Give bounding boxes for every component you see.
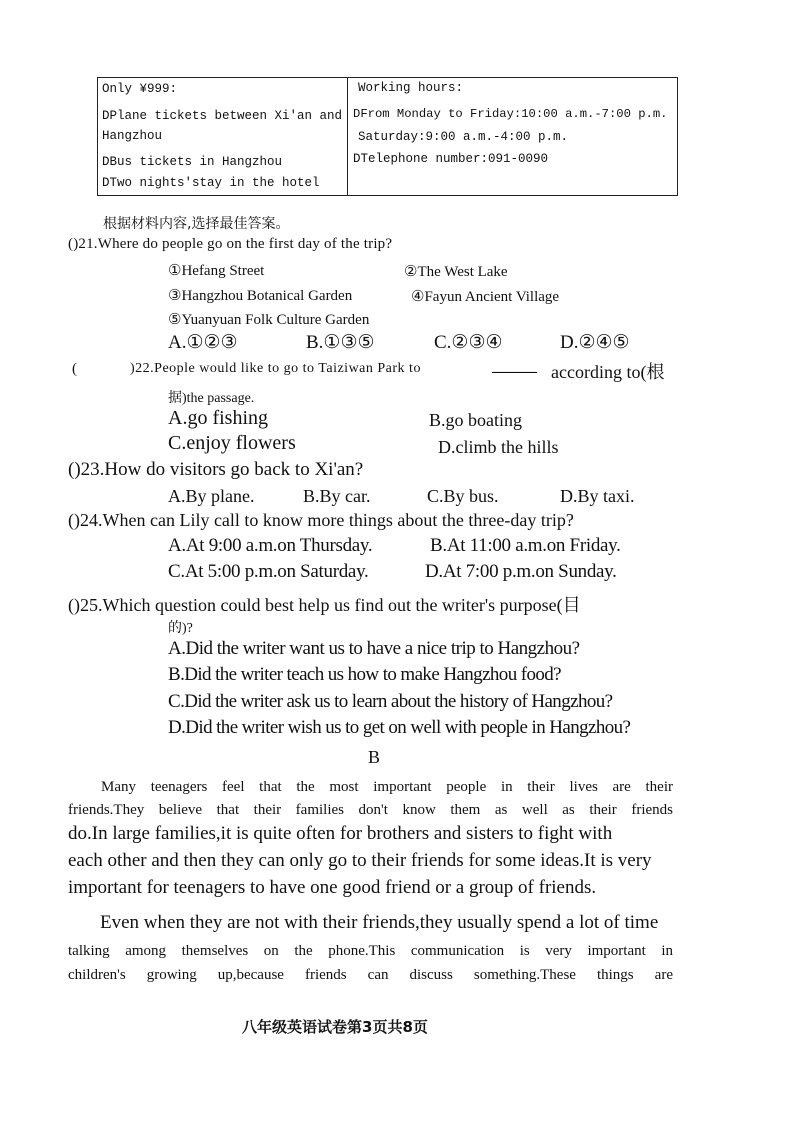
telephone-line: DTelephone number:091-0090 bbox=[353, 152, 549, 166]
q22-stem: )22.People would like to go to Taiziwan Park to bbox=[130, 361, 421, 376]
passage-line-4: each other and then they can only go to their friends for some ideas.It is very bbox=[68, 850, 652, 871]
q23-stem: ()23.How do visitors go back to Xi'an? bbox=[68, 459, 364, 480]
q21-option-c: C.②③④ bbox=[434, 332, 503, 353]
passage-line-7: talking among themselves on the phone.This communication is very important in bbox=[68, 943, 673, 959]
q25-line2: 的)? bbox=[168, 621, 193, 636]
bus-tickets-line: DBus tickets in Hangzhou bbox=[102, 155, 283, 169]
passage-line-3: do.In large families,it is quite often for brothers and sisters to fight with bbox=[68, 823, 613, 844]
instruction: 根据材料内容,选择最佳答案。 bbox=[103, 216, 290, 232]
q25-stem: ()25.Which question could best help us find out the writer's purpose(目 bbox=[68, 595, 581, 615]
passage-line-1: Many teenagers feel that the most important people in their lives are their bbox=[101, 779, 673, 795]
plane-tickets-line: DPlane tickets between Xi'an and bbox=[102, 109, 343, 123]
q22-option-b: B.go boating bbox=[429, 410, 522, 430]
price-line: Only ¥999: bbox=[102, 82, 178, 96]
q21-place-5: ⑤Yuanyuan Folk Culture Garden bbox=[168, 312, 370, 328]
q24-option-c: C.At 5:00 p.m.on Saturday. bbox=[168, 561, 369, 582]
q21-option-b: B.①③⑤ bbox=[306, 332, 375, 353]
q22-option-c: C.enjoy flowers bbox=[168, 432, 296, 454]
q23-option-c: C.By bus. bbox=[427, 486, 499, 506]
passage-line-6: Even when they are not with their friends,they usually spend a lot of time bbox=[100, 912, 659, 933]
q21-place-2: ②The West Lake bbox=[404, 264, 508, 280]
q24-option-a: A.At 9:00 a.m.on Thursday. bbox=[168, 535, 373, 556]
q22-option-d: D.climb the hills bbox=[438, 437, 559, 457]
q21-option-d: D.②④⑤ bbox=[560, 332, 630, 353]
q25-option-a: A.Did the writer want us to have a nice trip to Hangzhou? bbox=[168, 638, 580, 659]
hangzhou-line: Hangzhou bbox=[102, 129, 163, 143]
weekday-hours: DFrom Monday to Friday:10:00 a.m.-7:00 p.m. bbox=[353, 107, 668, 121]
q22-option-a: A.go fishing bbox=[168, 407, 268, 429]
q24-option-d: D.At 7:00 p.m.on Sunday. bbox=[425, 561, 617, 582]
passage-line-5: important for teenagers to have one good friend or a group of friends. bbox=[68, 877, 597, 898]
section-b-heading: B bbox=[368, 747, 381, 767]
q21-place-1: ①Hefang Street bbox=[168, 263, 265, 279]
q23-option-a: A.By plane. bbox=[168, 486, 255, 506]
q22-blank: ______ bbox=[492, 359, 537, 375]
q25-option-c: C.Did the writer ask us to learn about the history of Hangzhou? bbox=[168, 691, 613, 712]
saturday-hours: Saturday:9:00 a.m.-4:00 p.m. bbox=[358, 130, 569, 144]
q25-option-b: B.Did the writer teach us how to make Hangzhou food? bbox=[168, 664, 562, 685]
q22-line2: 据)the passage. bbox=[168, 391, 255, 406]
q21-stem: ()21.Where do people go on the first day of the trip? bbox=[68, 236, 393, 252]
page-footer: 八年级英语试卷第3页共8页 bbox=[242, 1018, 428, 1036]
q22-paren: ( bbox=[72, 361, 77, 377]
q22-tail: according to(根 bbox=[551, 362, 665, 382]
q23-option-d: D.By taxi. bbox=[560, 486, 635, 506]
working-hours-label: Working hours: bbox=[358, 81, 464, 95]
q23-option-b: B.By car. bbox=[303, 486, 371, 506]
q21-option-a: A.①②③ bbox=[168, 332, 238, 353]
q24-option-b: B.At 11:00 a.m.on Friday. bbox=[430, 535, 621, 556]
hotel-line: DTwo nights'stay in the hotel bbox=[102, 176, 320, 190]
info-box-divider bbox=[347, 77, 348, 196]
passage-line-2: friends.They believe that their families don't know them as well as their friends bbox=[68, 802, 673, 818]
q24-stem: ()24.When can Lily call to know more things about the three-day trip? bbox=[68, 510, 574, 530]
q21-place-3: ③Hangzhou Botanical Garden bbox=[168, 288, 353, 304]
passage-line-8: children's growing up,because friends can discuss something.These things are bbox=[68, 967, 673, 983]
q25-option-d: D.Did the writer wish us to get on well with people in Hangzhou? bbox=[168, 717, 631, 738]
q21-place-4: ④Fayun Ancient Village bbox=[411, 289, 560, 305]
